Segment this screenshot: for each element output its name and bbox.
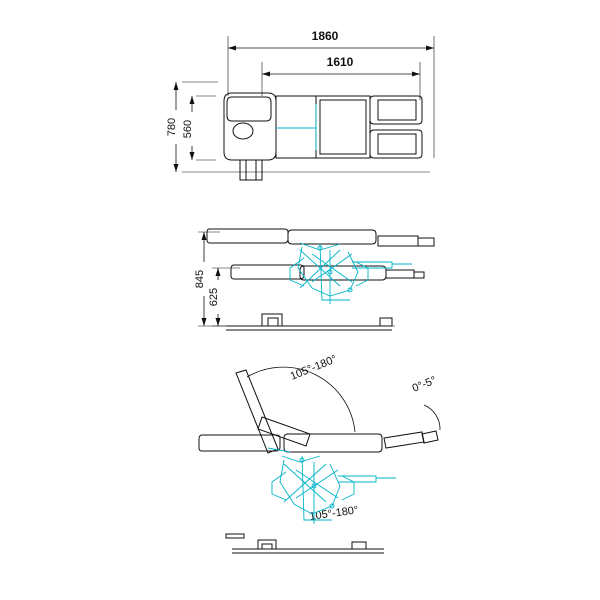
angle-annotations [289,353,438,523]
dim-560-label: 560 [182,119,194,139]
middle-view [194,229,434,330]
base-frame-bottom [226,534,384,553]
legrest-angle-label: 0°-5° [410,374,439,395]
dim-1860-label: 1860 [311,29,339,43]
dim-1610 [262,54,420,100]
legrest-arc [424,405,440,430]
chair-lowered-outline [231,265,424,280]
dim-845-label: 845 [194,269,206,289]
bottom-view [199,353,440,553]
dim-1610-label: 1610 [326,55,354,69]
dim-560 [182,96,216,160]
chair-top-mechanism [276,104,316,150]
dim-625-label: 625 [208,287,220,307]
chair-top-outline [224,93,422,180]
backrest-tilted [236,370,310,453]
chair-raised-outline [207,229,434,246]
seat-rails-bottom [199,431,438,452]
lift-mechanism-middle [290,243,412,304]
backrest-angle-label: 105°-180° [288,353,339,383]
dim-780-label: 780 [166,117,178,137]
dim-625 [208,268,240,326]
top-view [166,28,434,180]
base-frame-middle [226,314,392,330]
seat-angle-label: 105°-180° [308,504,360,523]
